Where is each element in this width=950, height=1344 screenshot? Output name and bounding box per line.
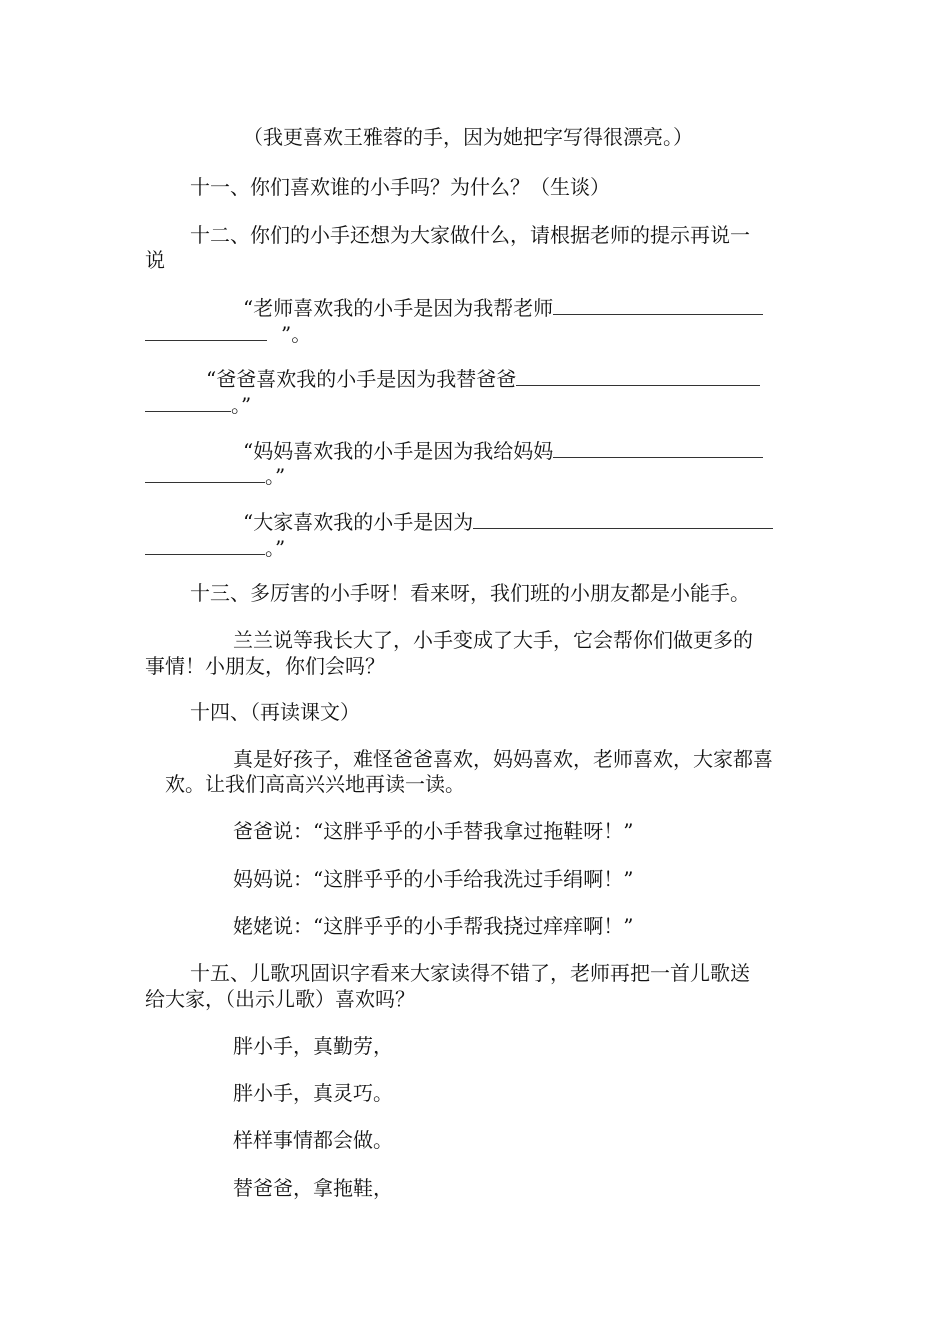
poem-line: 胖小手，真灵巧。	[233, 1081, 393, 1105]
prompt-father-cont	[145, 391, 251, 418]
prompt-text: “大家喜欢我的小手是因为	[243, 510, 474, 534]
prompt-end: ”。	[281, 322, 312, 346]
prompt-text: “老师喜欢我的小手是因为我帮老师	[243, 296, 554, 320]
prompt-text: “妈妈喜欢我的小手是因为我给妈妈	[243, 439, 554, 463]
prompt-everyone	[243, 508, 773, 535]
paragraph-line: 欢。让我们高高兴兴地再读一读。	[165, 772, 465, 796]
prompt-mother	[243, 437, 763, 464]
prompt-end: 。”	[265, 536, 286, 560]
prompt-mother-cont	[145, 462, 285, 489]
prompt-teacher-cont	[145, 320, 311, 347]
fill-blank[interactable]	[553, 437, 763, 458]
section-13: 十三、多厉害的小手呀！看来呀，我们班的小朋友都是小能手。	[190, 581, 750, 605]
fill-blank[interactable]	[145, 391, 231, 412]
section-12: 十二、你们的小手还想为大家做什么，请根据老师的提示再说一	[190, 223, 750, 247]
fill-blank[interactable]	[145, 320, 267, 341]
prompt-text: “爸爸喜欢我的小手是因为我替爸爸	[206, 367, 517, 391]
quote-mother: 妈妈说：“这胖乎乎的小手给我洗过手绢啊！”	[233, 867, 634, 891]
section-15-cont: 给大家，（出示儿歌）喜欢吗？	[145, 987, 415, 1011]
section-14: 十四、（再读课文）	[190, 700, 360, 724]
poem-line: 胖小手，真勤劳，	[233, 1034, 393, 1058]
paragraph-line: 真是好孩子，难怪爸爸喜欢，妈妈喜欢，老师喜欢，大家都喜	[233, 747, 773, 771]
quote-grandma: 姥姥说：“这胖乎乎的小手帮我挠过痒痒啊！”	[233, 914, 634, 938]
prompt-father	[206, 365, 760, 392]
poem-line: 样样事情都会做。	[233, 1128, 393, 1152]
prompt-everyone-cont	[145, 534, 285, 561]
section-15: 十五、儿歌巩固识字看来大家读得不错了，老师再把一首儿歌送	[190, 961, 750, 985]
prompt-end: 。”	[231, 393, 252, 417]
fill-blank[interactable]	[145, 534, 265, 555]
fill-blank[interactable]	[145, 462, 265, 483]
prompt-teacher	[243, 294, 763, 321]
section-12-cont: 说	[145, 248, 165, 272]
fill-blank[interactable]	[473, 508, 773, 529]
quote-father: 爸爸说：“这胖乎乎的小手替我拿过拖鞋呀！”	[233, 819, 634, 843]
fill-blank[interactable]	[516, 365, 760, 386]
paragraph-line: 事情！小朋友，你们会吗？	[145, 654, 385, 678]
fill-blank[interactable]	[553, 294, 763, 315]
prompt-end: 。”	[265, 464, 286, 488]
section-11: 十一、你们喜欢谁的小手吗？为什么？（生谈）	[190, 175, 610, 199]
poem-line: 替爸爸，拿拖鞋，	[233, 1176, 393, 1200]
text-line: （我更喜欢王雅蓉的手，因为她把字写得很漂亮。）	[243, 125, 693, 149]
paragraph-line: 兰兰说等我长大了，小手变成了大手，它会帮你们做更多的	[233, 628, 753, 652]
